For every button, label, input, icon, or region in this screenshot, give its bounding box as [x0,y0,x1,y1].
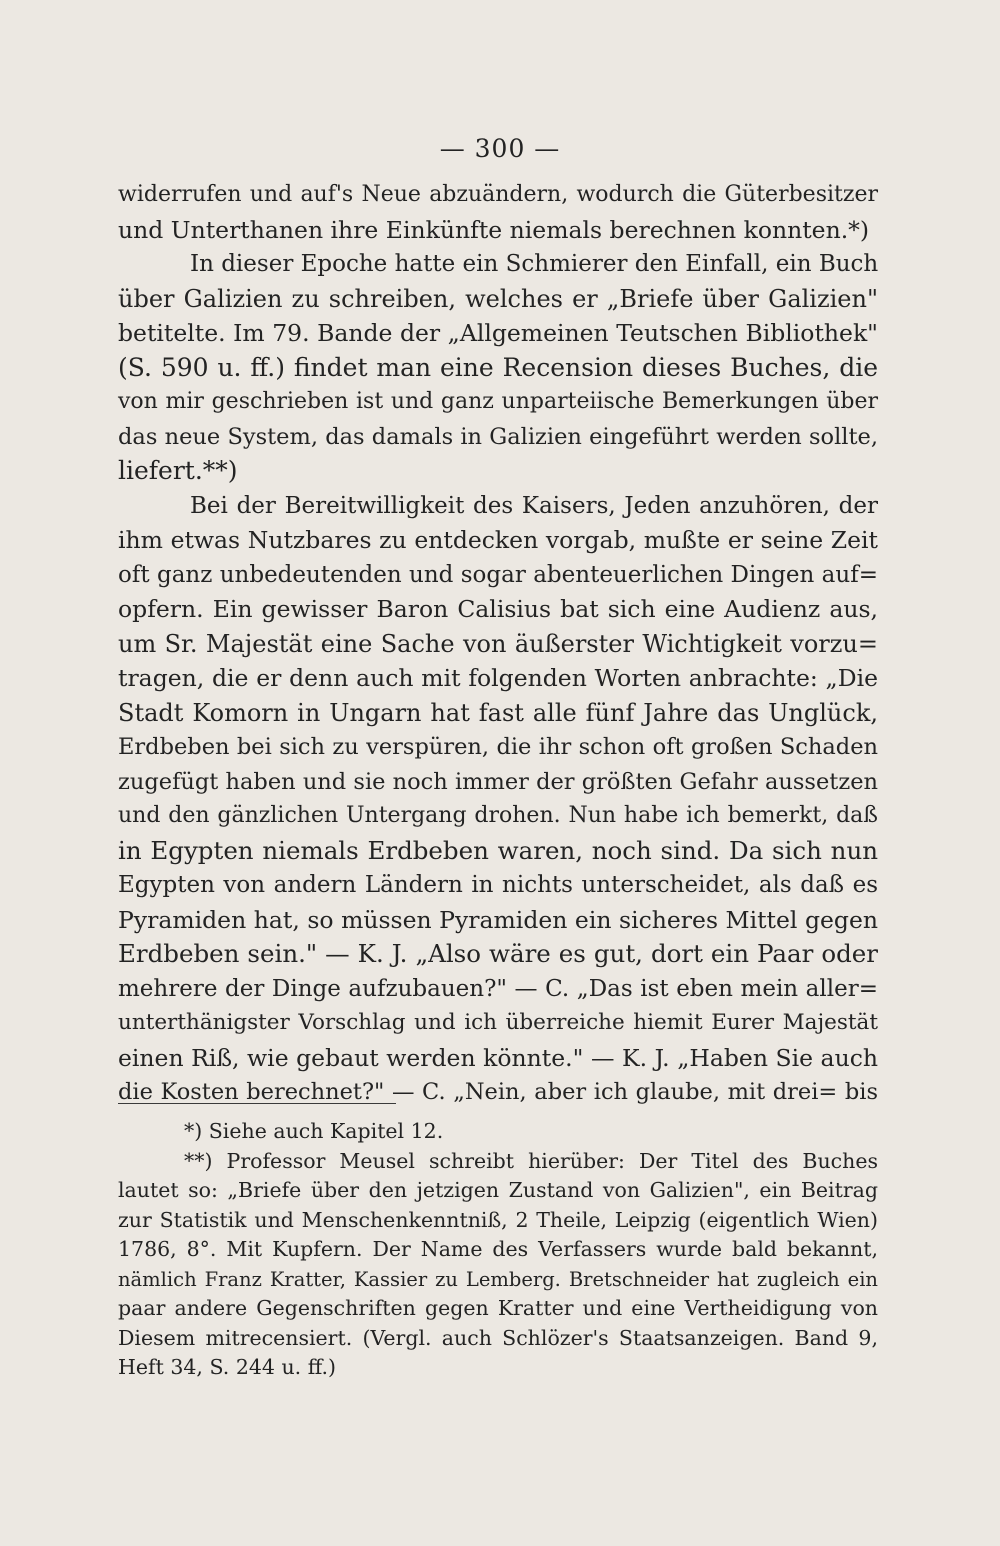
text-line: Stadt Komorn in Ungarn hat fast alle fünf Jahre das Unglück, [118,698,878,727]
footnote-line: nämlich Franz Kratter, Kassier zu Lemberg. Bretschneider hat zugleich ein [118,1267,878,1291]
text-line: mehrere der Dinge aufzubauen?" — C. „Das ist eben mein aller= [118,975,878,1002]
text-line: Egypten von andern Ländern in nichts unterscheidet, als daß es [118,872,878,898]
text-line: widerrufen und auf's Neue abzuändern, wodurch die Güterbesitzer [118,182,878,207]
footnote-line: *) Siehe auch Kapitel 12. [184,1119,444,1143]
footnote-separator [118,1103,396,1104]
text-line: oft ganz unbedeutenden und sogar abenteuerlichen Dingen auf= [118,561,878,588]
text-line: (S. 590 u. ff.) findet man eine Recension dieses Buches, die [118,352,878,382]
text-line: über Galizien zu schreiben, welches er „Briefe über Galizien" [118,284,878,313]
footnotes [118,1117,878,1383]
footnote-line: lautet so: „Briefe über den jetzigen Zustand von Galizien", ein Beitrag [118,1178,878,1202]
text-line: von mir geschrieben ist und ganz unparteiische Bemerkungen über [118,389,878,414]
footnote-line: **) Professor Meusel schreibt hierüber: Der Titel des Buches [184,1148,878,1173]
text-line: tragen, die er denn auch mit folgenden Worten anbrachte: „Die [118,664,878,692]
footnote-line: Diesem mitrecensiert. (Vergl. auch Schlözer's Staatsanzeigen. Band 9, [118,1325,878,1350]
text-line: betitelte. Im 79. Bande der „Allgemeinen Teutschen Bibliothek" [118,319,878,347]
text-line: und den gänzlichen Untergang drohen. Nun habe ich bemerkt, daß [118,803,878,828]
footnote-line: 1786, 8°. Mit Kupfern. Der Name des Verfassers wurde bald bekannt, [118,1237,878,1261]
footnote-line: zur Statistik und Menschenkenntniß, 2 Theile, Leipzig (eigentlich Wien) [118,1207,878,1232]
text-line: und Unterthanen ihre Einkünfte niemals berechnen konnten.*) [118,215,870,244]
text-line: das neue System, das damals in Galizien eingeführt werden sollte, [118,423,878,450]
text-line: um Sr. Majestät eine Sache von äußerster Wichtigkeit vorzu= [118,629,878,658]
text-line: zugefügt haben und sie noch immer der größten Gefahr aussetzen [118,768,878,795]
text-line: Bei der Bereitwilligkeit des Kaisers, Jeden anzuhören, der [190,492,878,519]
text-line: in Egypten niemals Erdbeben waren, noch sind. Da sich nun [118,835,878,865]
page-number: — 300 — [439,134,561,163]
text-line: einen Riß, wie gebaut werden könnte." — K. J. „Haben Sie auch [118,1043,878,1072]
text-line: ihm etwas Nutzbares zu entdecken vorgab, mußte er seine Zeit [118,526,878,554]
body-text [118,178,878,1110]
text-line: unterthänigster Vorschlag und ich überreiche hiemit Eurer Majestät [118,1010,878,1035]
text-line: Erdbeben bei sich zu verspüren, die ihr schon oft großen Schaden [118,734,878,760]
text-line: die Kosten berechnet?" — C. „Nein, aber ich glaube, mit drei= bis [118,1079,878,1105]
footnote-line: paar andere Gegenschriften gegen Kratter und eine Vertheidigung von [118,1296,878,1320]
text-line: opfern. Ein gewisser Baron Calisius bat sich eine Audienz aus, [118,595,878,623]
text-line: liefert.**) [118,456,238,485]
text-line: Pyramiden hat, so müssen Pyramiden ein sicheres Mittel gegen [118,905,878,934]
text-line: In dieser Epoche hatte ein Schmierer den Einfall, ein Buch [190,251,879,277]
text-line: Erdbeben sein." — K. J. „Also wäre es gut, dort ein Paar oder [118,939,878,968]
footnote-line: Heft 34, S. 244 u. ff.) [118,1355,337,1379]
